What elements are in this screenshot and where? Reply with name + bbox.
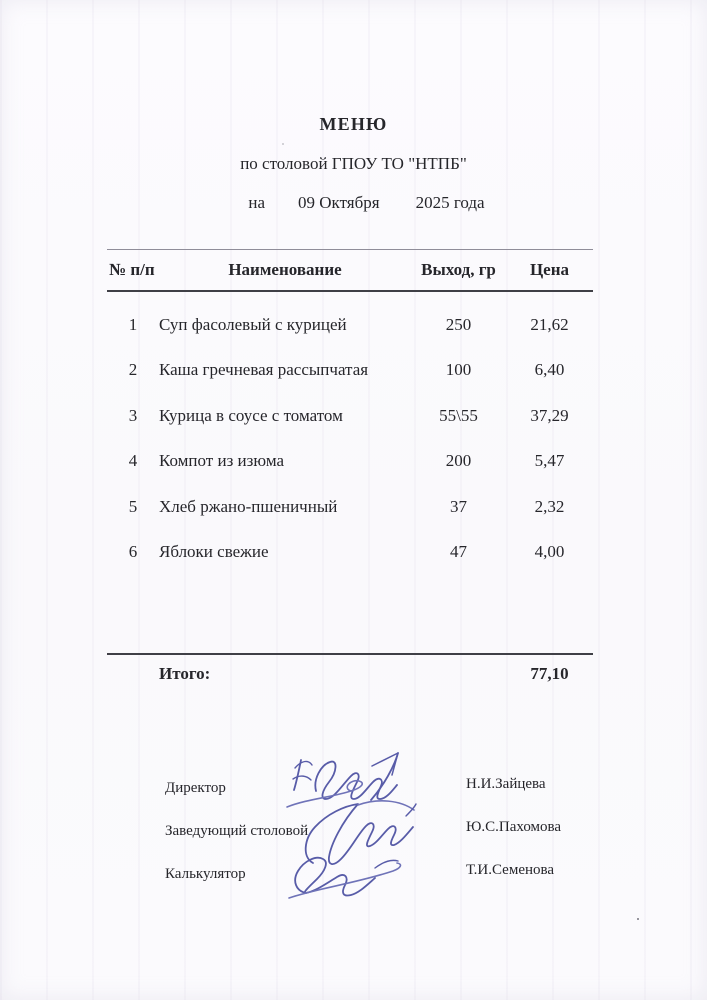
document-title: МЕНЮ <box>319 114 388 134</box>
scan-speck <box>282 143 284 145</box>
dish-name: Курица в соусе с томатом <box>159 405 343 425</box>
date-gap <box>265 193 298 213</box>
table-body <box>107 292 593 575</box>
dish-name: Каша гречневая рассыпчатая <box>159 360 369 380</box>
row-number: 1 <box>128 314 138 334</box>
table-header-row <box>107 250 593 292</box>
dish-name: Яблоки свежие <box>159 542 269 562</box>
date-year: 2025 года <box>415 193 485 212</box>
row-number: 5 <box>128 496 138 516</box>
scan-speck <box>637 918 639 920</box>
portion-weight: 200 <box>445 451 472 471</box>
signature-director-scribble <box>287 753 398 807</box>
totals-row <box>107 655 593 684</box>
portion-weight: 37 <box>450 496 467 516</box>
column-header-name: Наименование <box>228 260 342 279</box>
date-value: 09 Октября <box>298 193 380 212</box>
price: 6,40 <box>534 360 565 380</box>
signature-calculator-scribble <box>289 858 400 898</box>
column-header-price: Цена <box>529 260 570 279</box>
date-prefix: на <box>248 193 266 212</box>
totals-section <box>107 653 593 684</box>
signer-role: Заведующий столовой <box>165 823 309 839</box>
price: 5,47 <box>534 451 565 471</box>
price: 37,29 <box>530 405 569 425</box>
date-gap <box>380 193 416 213</box>
portion-weight: 100 <box>445 360 472 380</box>
portion-weight: 250 <box>445 314 472 334</box>
table-row <box>107 393 593 439</box>
dish-name: Компот из изюма <box>159 451 285 471</box>
total-label: Итого: <box>159 664 211 683</box>
document-subtitle: по столовой ГПОУ ТО "НТПБ" <box>240 154 467 173</box>
signer-name: Ю.С.Пахомова <box>466 819 562 835</box>
total-value: 77,10 <box>530 664 569 683</box>
row-number: 3 <box>128 405 138 425</box>
signer-name: Т.И.Семенова <box>466 862 555 878</box>
row-number: 6 <box>128 542 138 562</box>
table-row <box>107 348 593 394</box>
portion-weight: 47 <box>450 542 467 562</box>
portion-weight: 55\55 <box>439 405 478 425</box>
signer-role: Калькулятор <box>165 866 246 882</box>
price: 21,62 <box>530 314 569 334</box>
table-row <box>107 302 593 348</box>
price: 4,00 <box>534 542 565 562</box>
signature-steward-scribble <box>306 801 416 864</box>
column-header-number: № п/п <box>109 260 155 279</box>
price: 2,32 <box>534 496 565 516</box>
row-number: 2 <box>128 360 138 380</box>
signer-name: Н.И.Зайцева <box>466 776 546 792</box>
dish-name: Суп фасолевый с курицей <box>159 314 347 334</box>
signer-role: Директор <box>165 780 226 796</box>
table-row <box>107 439 593 485</box>
table-row <box>107 530 593 576</box>
row-number: 4 <box>128 451 138 471</box>
column-header-weight: Выход, гр <box>421 260 496 279</box>
dish-name: Хлеб ржано-пшеничный <box>159 496 338 516</box>
menu-table <box>107 249 593 575</box>
document-date-line <box>13 193 707 213</box>
table-row <box>107 484 593 530</box>
